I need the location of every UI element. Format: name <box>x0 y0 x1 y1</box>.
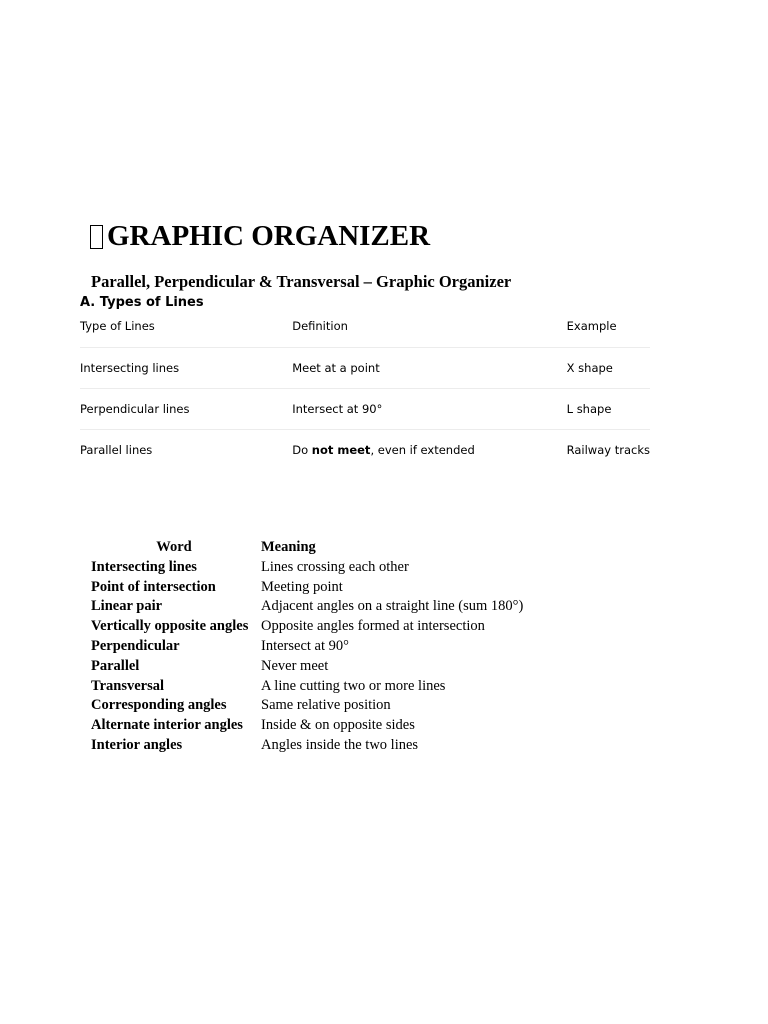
definition-text: Do <box>292 443 312 457</box>
vocabulary-table <box>91 538 523 756</box>
column-header-word: Word <box>156 539 192 555</box>
vocab-word: Vertically opposite angles <box>91 618 249 635</box>
vocab-meaning: Same relative position <box>261 697 391 714</box>
column-header-example: Example <box>567 319 650 348</box>
vocab-meaning: Intersect at 90° <box>261 637 349 654</box>
column-header-type: Type of Lines <box>80 319 292 348</box>
table-row <box>80 430 650 471</box>
table-row <box>80 348 650 389</box>
definition-cell <box>292 430 566 471</box>
table-row <box>91 696 523 716</box>
line-type-cell: Parallel lines <box>80 443 153 457</box>
vocab-meaning: Opposite angles formed at intersection <box>261 618 485 635</box>
vocab-word: Perpendicular <box>91 637 180 654</box>
types-of-lines-header-row <box>80 319 650 348</box>
example-cell: Railway tracks <box>566 443 650 457</box>
table-row <box>91 657 523 677</box>
vocab-word: Linear pair <box>91 598 163 615</box>
vocab-word: Point of intersection <box>91 578 216 595</box>
table-row <box>91 716 523 736</box>
vocab-meaning: Lines crossing each other <box>261 558 409 575</box>
vocab-word: Parallel <box>91 657 140 674</box>
definition-emphasis: not meet <box>311 443 371 457</box>
vocab-meaning: Inside & on opposite sides <box>261 717 415 734</box>
document-subtitle: Parallel, Perpendicular & Transversal – Graphic Organizer <box>91 272 512 291</box>
definition-text: Intersect at 90° <box>292 402 383 416</box>
definition-text-after: , even if extended <box>370 443 475 457</box>
definition-cell <box>292 389 566 430</box>
table-row <box>91 558 523 578</box>
column-header-definition: Definition <box>292 319 566 348</box>
vocab-meaning: Never meet <box>261 657 329 674</box>
line-type-cell: Intersecting lines <box>80 348 292 389</box>
page-title-text: GRAPHIC ORGANIZER <box>107 220 431 252</box>
types-of-lines-table <box>80 319 650 470</box>
definition-text: Meet at a point <box>292 361 380 375</box>
vocab-word: Transversal <box>91 677 165 694</box>
section-a-heading: A. Types of Lines <box>80 295 204 310</box>
table-row <box>91 597 523 617</box>
vocabulary-header-row <box>91 538 523 558</box>
vocab-word: Alternate interior angles <box>91 717 243 734</box>
missing-glyph-icon <box>90 225 103 249</box>
table-row <box>91 617 523 637</box>
table-row <box>91 578 523 598</box>
page-title <box>90 216 430 256</box>
definition-cell <box>292 348 566 389</box>
table-row <box>91 637 523 657</box>
example-cell: L shape <box>567 389 650 430</box>
vocab-meaning: Adjacent angles on a straight line (sum 180°) <box>261 598 524 615</box>
example-cell: X shape <box>567 348 650 389</box>
vocab-word: Corresponding angles <box>91 697 227 714</box>
column-header-meaning: Meaning <box>261 539 316 555</box>
table-row <box>91 736 523 756</box>
vocab-word: Intersecting lines <box>91 558 197 575</box>
vocab-meaning: Meeting point <box>261 578 343 595</box>
table-row <box>80 389 650 430</box>
vocab-meaning: A line cutting two or more lines <box>261 677 446 694</box>
line-type-cell: Perpendicular lines <box>80 389 292 430</box>
vocab-meaning: Angles inside the two lines <box>261 736 419 753</box>
vocab-word: Interior angles <box>91 736 183 753</box>
table-row <box>91 677 523 697</box>
